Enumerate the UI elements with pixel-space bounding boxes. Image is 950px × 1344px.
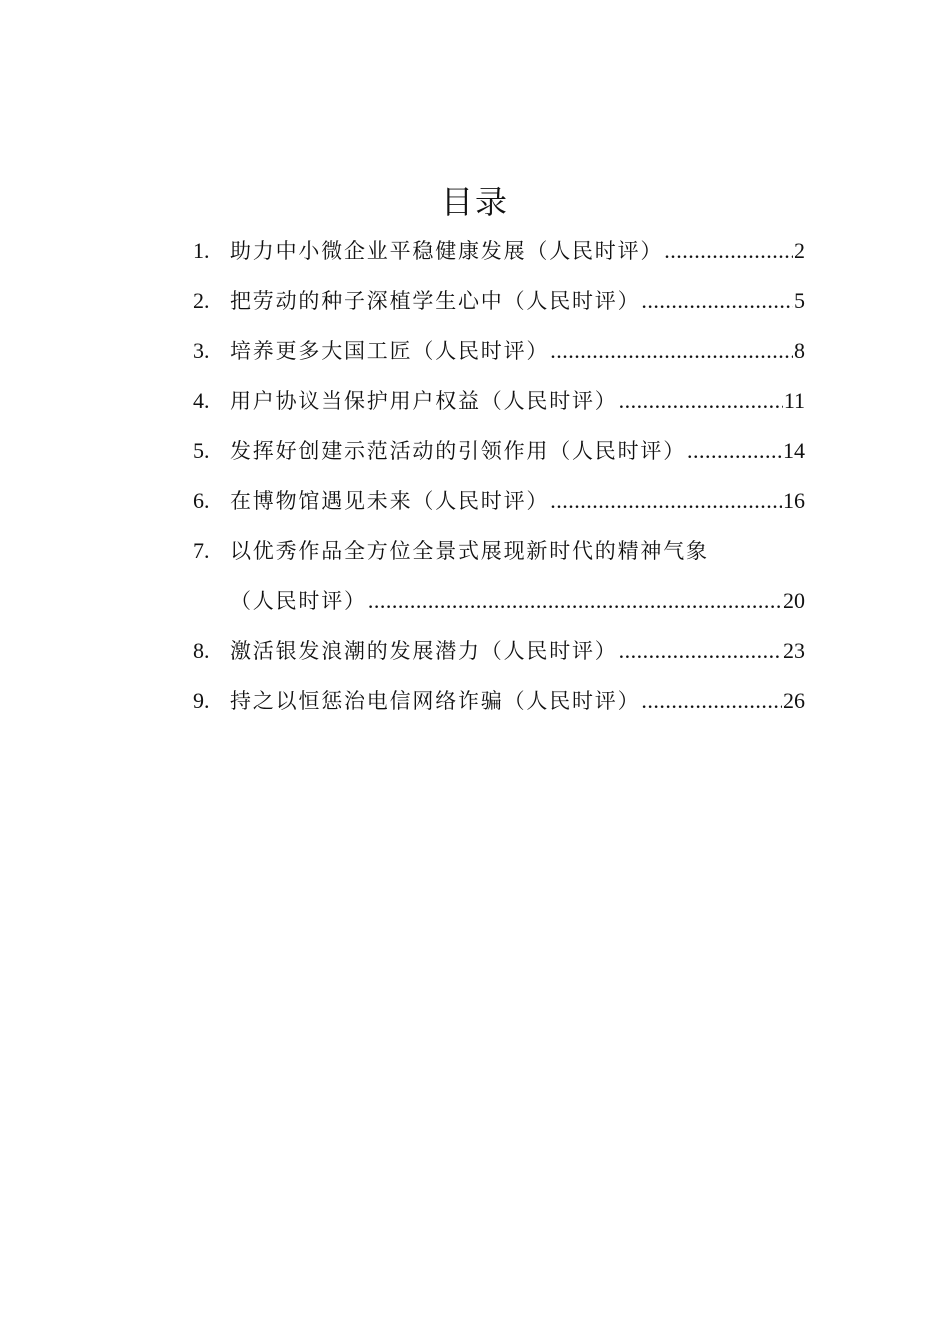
toc-entry-title: 发挥好创建示范活动的引领作用（人民时评） xyxy=(230,439,686,463)
toc-entry-page: 23 xyxy=(783,638,805,663)
toc-entry-title: 在博物馆遇见未来（人民时评） xyxy=(230,489,550,513)
toc-entry-title: 用户协议当保护用户权益（人民时评） xyxy=(230,389,618,413)
toc-entry-7[interactable] xyxy=(193,526,805,576)
toc-entry-number: 9. xyxy=(193,688,210,713)
toc-entry-page: 8 xyxy=(794,338,805,363)
toc-entry-title: 以优秀作品全方位全景式展现新时代的精神气象 xyxy=(230,539,709,563)
toc-entry-page: 5 xyxy=(794,288,805,313)
toc-entry-number: 3. xyxy=(193,338,210,363)
toc-entry-page: 14 xyxy=(783,438,805,463)
toc-dot-leader xyxy=(550,476,782,526)
toc-entry-6[interactable] xyxy=(193,476,805,526)
toc-entry-number: 5. xyxy=(193,438,210,463)
toc-entry-page: 20 xyxy=(783,588,805,613)
toc-entry-3[interactable] xyxy=(193,326,805,376)
toc-entry-number: 4. xyxy=(193,388,210,413)
toc-title: 目录 xyxy=(440,183,509,221)
toc-dot-leader xyxy=(641,276,793,326)
toc-entry-title: 持之以恒惩治电信网络诈骗（人民时评） xyxy=(230,689,641,713)
toc-entry-title-continuation: （人民时评） xyxy=(230,589,367,613)
toc-entry-number: 2. xyxy=(193,288,210,313)
toc-entry-title: 把劳动的种子深植学生心中（人民时评） xyxy=(230,289,641,313)
toc-entry-number: 7. xyxy=(193,538,210,563)
toc-entry-4[interactable] xyxy=(193,376,805,426)
table-of-contents xyxy=(193,226,805,726)
toc-entry-number: 1. xyxy=(193,238,210,263)
toc-entry-title: 助力中小微企业平稳健康发展（人民时评） xyxy=(230,239,664,263)
toc-dot-leader xyxy=(619,626,782,676)
toc-entry-8[interactable] xyxy=(193,626,805,676)
toc-entry-5[interactable] xyxy=(193,426,805,476)
toc-dot-leader xyxy=(687,426,782,476)
toc-entry-number: 6. xyxy=(193,488,210,513)
toc-entry-9[interactable] xyxy=(193,676,805,726)
toc-dot-leader xyxy=(664,226,793,276)
toc-dot-leader xyxy=(368,576,782,626)
toc-entry-title: 激活银发浪潮的发展潜力（人民时评） xyxy=(230,639,618,663)
toc-dot-leader xyxy=(550,326,793,376)
toc-entry-7-continuation[interactable] xyxy=(193,576,805,626)
toc-entry-page: 16 xyxy=(783,488,805,513)
toc-entry-page: 2 xyxy=(794,238,805,263)
toc-entry-page: 11 xyxy=(783,388,805,413)
toc-entry-1[interactable] xyxy=(193,226,805,276)
toc-entry-number: 8. xyxy=(193,638,210,663)
toc-entry-2[interactable] xyxy=(193,276,805,326)
toc-entry-title: 培养更多大国工匠（人民时评） xyxy=(230,339,550,363)
toc-dot-leader xyxy=(641,676,782,726)
toc-entry-page: 26 xyxy=(783,688,805,713)
toc-dot-leader xyxy=(619,376,783,426)
